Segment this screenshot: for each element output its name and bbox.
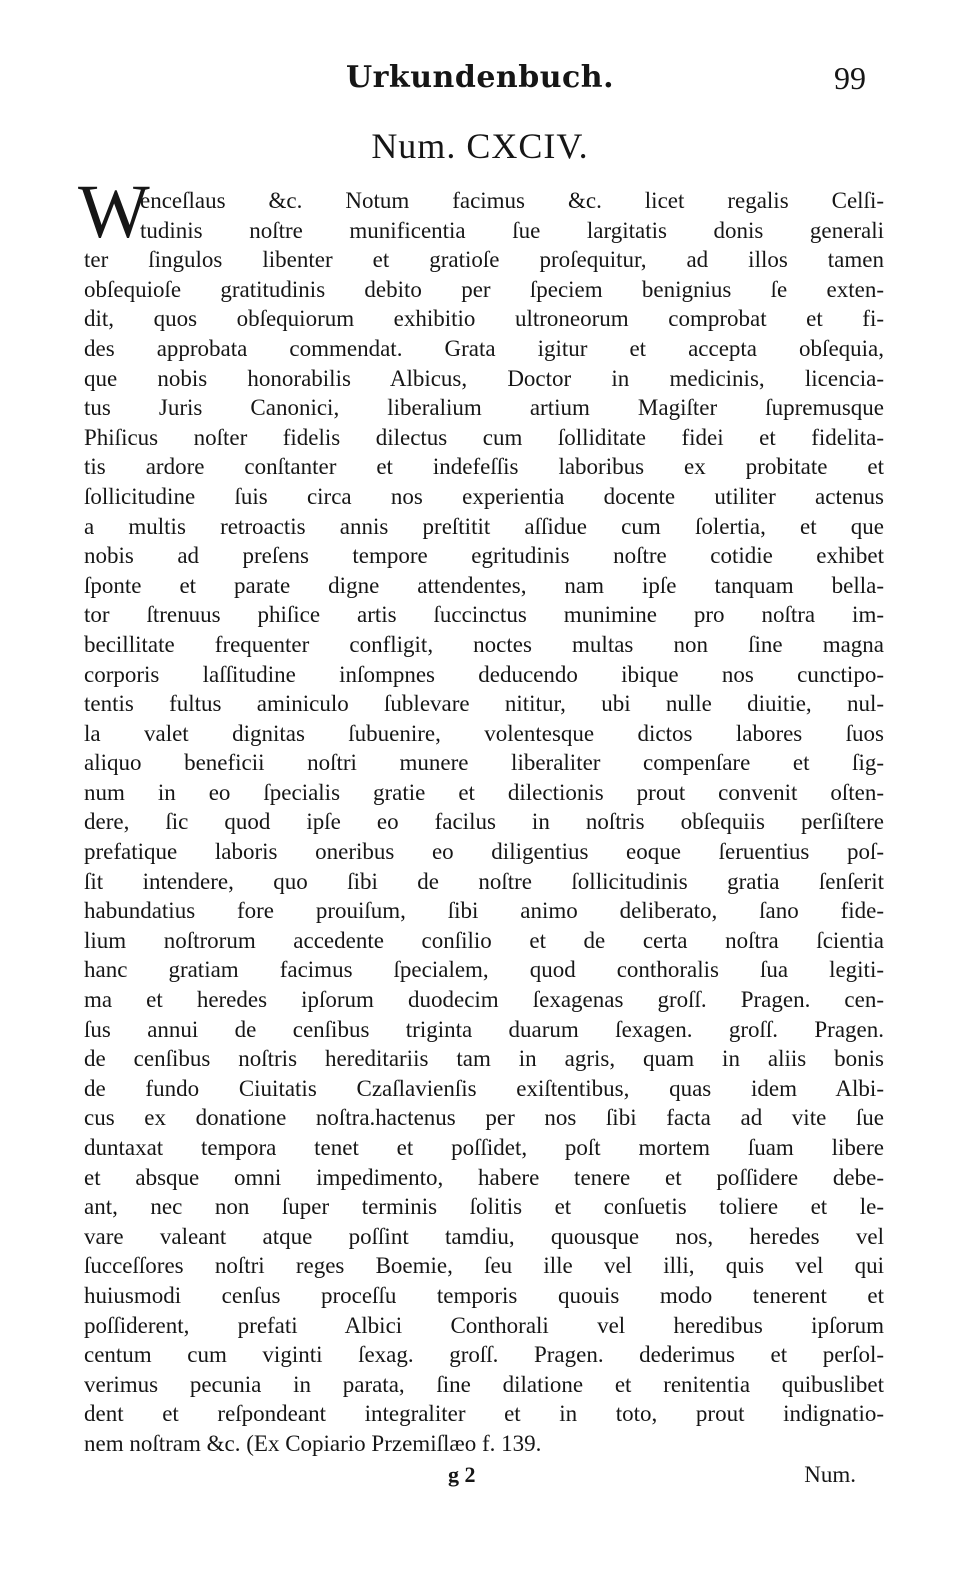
text-line: tentis fultus aminiculo ſublevare nititur, ubi nulle diuitie, nul- xyxy=(84,691,884,717)
text-line: vare valeant atque poſſint tamdiu, quousque nos, heredes vel xyxy=(84,1223,884,1249)
drop-cap: W xyxy=(78,170,150,254)
signature-mark: g 2 xyxy=(448,1462,476,1487)
text-line: dere, ſic quod ipſe eo facilus in noſtris obſequiis perſiſtere xyxy=(84,809,884,835)
text-line: habundatius fore prouiſum, ſibi animo deliberato, ſano fide- xyxy=(84,898,884,924)
text-line: nobis ad preſens tempore egritudinis noſtre cotidie exhibet xyxy=(84,543,884,569)
text-line: ſollicitudine ſuis circa nos experientia docente utiliter actenus xyxy=(84,483,884,509)
text-line: hanc gratiam facimus ſpecialem, quod conthoralis ſua legiti- xyxy=(84,957,884,983)
running-head xyxy=(0,58,960,98)
text-line: verimus pecunia in parata, ſine dilatione et renitentia quibuslibet xyxy=(84,1371,884,1397)
text-line: prefatique laboris oneribus eo diligentius eoque ſeruentius poſ- xyxy=(84,839,884,865)
text-line: de fundo Ciuitatis Czaſlavienſis exiſtentibus, quas idem Albi- xyxy=(84,1075,884,1101)
text-line: Phiſicus noſter fidelis dilectus cum ſolliditate fidei et fidelita- xyxy=(84,424,884,450)
text-line: a multis retroactis annis preſtitit aſſidue cum ſolertia, et que xyxy=(84,513,884,539)
text-line: aliquo beneficii noſtri munere liberaliter compenſare et ſig- xyxy=(84,750,884,776)
catchword: Num. xyxy=(804,1462,856,1487)
text-line: corporis laſſitudine inſompnes deducendo ibique nos cunctipo- xyxy=(84,661,884,687)
text-line: et absque omni impedimento, habere tenere et poſſidere debe- xyxy=(84,1164,884,1190)
page-footer xyxy=(0,1458,960,1492)
text-line: tudinis noſtre munificentia ſue largitatis donis generali xyxy=(140,217,884,243)
text-line: ſponte et parate digne attendentes, nam ipſe tanquam bella- xyxy=(84,572,884,598)
text-line: que nobis honorabilis Albicus, Doctor in medicinis, licencia- xyxy=(84,365,884,391)
text-line: ma et heredes ipſorum duodecim ſexagenas groſſ. Pragen. cen- xyxy=(84,987,884,1013)
text-line: num in eo ſpecialis gratie et dilectionis prout convenit oſten- xyxy=(84,779,884,805)
text-line: poſſiderent, prefati Albici Conthorali vel heredibus ipſorum xyxy=(84,1312,884,1338)
text-line: ter ſingulos libenter et gratioſe proſequitur, ad illos tamen xyxy=(84,247,884,273)
text-line: dit, quos obſequiorum exhibitio ultroneorum comprobat et fi- xyxy=(84,306,884,332)
text-line: dent et reſpondeant integraliter et in toto, prout indignatio- xyxy=(84,1401,884,1427)
text-line: la valet dignitas ſubuenire, volentesque dictos labores ſuos xyxy=(84,720,884,746)
text-line: obſequioſe gratitudinis debito per ſpeciem benignius ſe exten- xyxy=(84,276,884,302)
text-line: becillitate frequenter confligit, noctes multas non ſine magna xyxy=(84,631,884,657)
text-line: des approbata commendat. Grata igitur et accepta obſequia, xyxy=(84,335,884,361)
text-line: ſucceſſores noſtri reges Boemie, ſeu ille vel illi, quis vel qui xyxy=(84,1253,884,1279)
document-body xyxy=(78,170,884,1459)
text-line: huiusmodi cenſus proceſſu temporis quouis modo tenerent et xyxy=(84,1282,884,1308)
text-line: ſus annui de cenſibus triginta duarum ſexagen. groſſ. Pragen. xyxy=(84,1016,884,1042)
text-line: ſit intendere, quo ſibi de noſtre ſollicitudinis gratia ſenſerit xyxy=(84,868,884,894)
text-line: enceſlaus &c. Notum facimus &c. licet regalis Celſi- xyxy=(140,188,884,213)
text-line: ant, nec non ſuper terminis ſolitis et conſuetis toliere et le- xyxy=(84,1194,884,1220)
text-line: tis ardore conſtanter et indefeſſis laboribus ex probitate et xyxy=(84,454,884,480)
text-line: de cenſibus noſtris hereditariis tam in agris, quam in aliis bonis xyxy=(84,1046,884,1072)
page-number: 99 xyxy=(834,60,866,96)
text-line: duntaxat tempora tenet et poſſidet, poſt mortem ſuam libere xyxy=(84,1135,884,1160)
document-number-heading: Num. CXCIV. xyxy=(371,126,589,166)
text-line: cus ex donatione noſtra.hactenus per nos ſibi facta ad vite ſue xyxy=(84,1105,884,1131)
text-line: lium noſtrorum accedente conſilio et de certa noſtra ſcientia xyxy=(84,927,884,953)
text-line: centum cum viginti ſexag. groſſ. Pragen. dederimus et perſol- xyxy=(84,1342,884,1368)
text-line: nem noſtram &c. (Ex Copiario Przemiſlæo f. 139. xyxy=(84,1430,542,1456)
text-line: tus Juris Canonici, liberalium artium Magiſter ſupremusque xyxy=(84,395,884,421)
text-line: tor ſtrenuus phiſice artis ſuccinctus munimine pro noſtra im- xyxy=(84,602,884,628)
running-title: Urkundenbuch. xyxy=(345,60,615,95)
